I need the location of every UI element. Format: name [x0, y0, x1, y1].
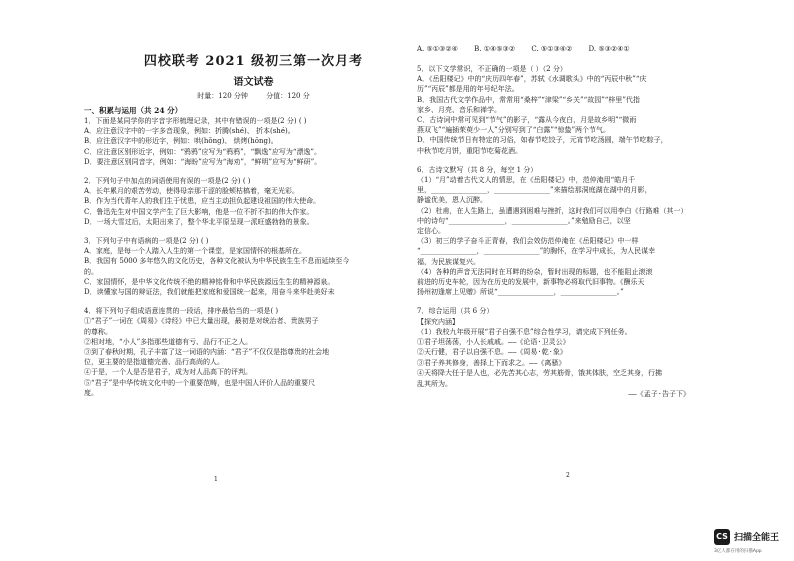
quote-line: ④天将降大任于是人也，必先苦其心志，劳其筋骨，饿其体肤，空乏其身，行拂 — [417, 369, 662, 378]
sentence-line: 位，更主要的是指道德完善、品行高尚的人。 — [84, 358, 224, 367]
scanner-tagline: 3亿人都在用的扫描App — [714, 549, 762, 554]
question-2 — [84, 176, 383, 227]
question-7 — [417, 306, 750, 399]
question-4 — [84, 306, 383, 398]
exam-title: 四校联考 2021 级初三第一次月考 — [143, 54, 364, 69]
question-line: 1．下面是某同学你的字音字形梳理记录，其中有错误的一项是(2 分) ( ) — [84, 117, 307, 125]
question-1 — [84, 116, 383, 167]
exam-time: 时量：120 分钟 — [197, 92, 248, 100]
quote-line: ③君子养其修身，善择上下而求之。——《离骚》 — [417, 358, 566, 367]
question-5 — [417, 64, 750, 156]
option-line: B．作为当代青年人的我们生于忧患，应当主动担负起建设祖国的伟大使命。 — [84, 197, 321, 206]
question-line: 3．下列句子中有语病的一项是(2 分) ( ) — [84, 237, 209, 246]
option-line: D．一场大雪过后，太阳出来了，整个华北平原呈现一派旺盛勃勃的景象。 — [84, 217, 314, 226]
sentence-line: ①“君子”一词在《周易》《诗经》中已大量出现，最初是对统治者、贵族男子 — [84, 317, 319, 326]
fill-line: 福，为民族谋复兴。 — [417, 257, 480, 266]
option-line: 的。 — [84, 267, 98, 276]
fill-line: 里，________________，________________”来描绘那洞庭湖在湖中的月影， — [417, 186, 652, 195]
option-line: D．读懂家与国的辩证法，我们就能把家庭和爱国统一起来，用奋斗来华赴美好未 — [84, 288, 335, 297]
question-line: 4．将下列句子组成语意连贯的一段话，排序最恰当的一项是( ) — [84, 307, 279, 316]
option-b: B. ①④⑤③② — [474, 45, 516, 53]
quote-line: ①君子坦荡荡，小人长戚戚。——《论语·卫灵公》 — [417, 338, 570, 347]
quote-line: 乱其所为。 — [417, 379, 452, 388]
page-right — [397, 0, 794, 561]
option-line: B．我国有 5000 多年悠久的文化历史，各种文化被认为中华民族生生不息而延续至今 — [84, 257, 350, 266]
option-line: 中秋节吃月饼，重阳节吃菊花酒。 — [417, 146, 522, 155]
option-c: C. ⑤①③④② — [531, 45, 573, 53]
option-d: D. ⑤③②④① — [588, 45, 630, 53]
fill-line: 静谧优美，恩人沉醉。 — [417, 196, 487, 205]
sentence-line: ②相对地，“小人”多指那些道德有亏、品行不正之人。 — [84, 337, 253, 346]
page-number-left: 1 — [214, 476, 218, 483]
quote-source: ——《孟子·告子下》 — [628, 390, 690, 399]
question-6 — [417, 165, 750, 298]
option-line: A．应注意汉字中的一字多音现象，例如：折腾(shé)、 折本(shé)。 — [84, 127, 295, 136]
quote-line: ②天行健，君子以自强不息。——《周易·乾·象》 — [417, 348, 567, 357]
sub-heading: 【探究内涵】 — [417, 317, 459, 326]
sentence-line: ⑤“君子”是中华传统文化中的一个重要范畴，也是中国人评价人品的重要尺 — [84, 378, 316, 387]
question-3 — [84, 236, 383, 297]
scanner-logo-icon: CS — [714, 529, 730, 545]
scanner-watermark — [706, 525, 792, 559]
fill-line: “________________，________________”的胸怀，在学习中成长，为人民谋幸 — [417, 247, 656, 256]
option-a: A. ⑤①③②④ — [417, 45, 458, 53]
option-line: A．长年累月的艰苦劳动，使得母亲那干涩的脸颊枯槁着，毫无光彩。 — [84, 187, 300, 196]
option-line: 家乡、月亮、音乐和禅学。 — [417, 105, 501, 114]
section-heading: 一、积累与运用（共 24 分） — [84, 106, 183, 115]
question-line: 2．下列句子中加点的词语使用有误的一项是(2 分) ( ) — [84, 177, 251, 186]
task-line: （1）我校九年级开展“君子自强不息”综合性学习，请完成下列任务。 — [417, 327, 632, 336]
fill-line: （4）各种的声音无法同时在耳畔的纷杂，暂时出现的标题，也不能阻止滚滚 — [417, 267, 653, 276]
question-line: 6．古诗文默写（共 8 分，每空 1 分） — [417, 165, 538, 174]
scanner-app-name: 扫描全能王 — [734, 533, 780, 543]
option-line: A．家庭，是每一个人踏入人生的第一个课堂，是家国情怀的根基所在。 — [84, 247, 307, 256]
fill-line: 定信心。 — [417, 227, 445, 236]
option-line: D．中国传统节日有特定的习俗，如春节吃饺子，元宵节吃汤圆，端午节吃粽子， — [417, 136, 668, 145]
option-line: C．古诗词中常可见到“节气”的影子，“露从今夜白，月是故乡明”“微雨 — [417, 116, 637, 125]
question-line: 7．综合运用（共 6 分） — [417, 307, 494, 316]
option-line: B．我国古代文学作品中，常常用“桑梓”“津梁”“乡关”“故园”“梓里”代指 — [417, 95, 640, 104]
option-line: A．《岳阳楼记》中的“庆历四年春”，苏轼《水调歌头》中的“丙辰中秋”“庆 — [417, 75, 647, 84]
fill-line: （1）“月”动着古代文人的情思，在《岳阳楼记》中，范仲淹用“皓月千 — [417, 176, 636, 185]
sentence-line: ③到了春秋时期，孔子丰富了这一词语的内涵：“君子”不仅仅是指尊贵的社会地 — [84, 348, 330, 357]
q4-options — [417, 44, 750, 55]
sentence-line: ④于是，一个人是否是君子，成为对人品高下的评判。 — [84, 368, 252, 377]
sentence-line: 的尊称。 — [84, 327, 112, 336]
option-line: C．鲁迅先生对中国文学产生了巨大影响，他是一位不折不扣的伟大作家。 — [84, 207, 314, 216]
fill-line: 扬州初逢席上见赠》所说“________________，________________。” — [417, 288, 624, 297]
exam-subtitle: 语文试卷 — [233, 77, 274, 88]
option-line: C．家国情怀，是中华文化传统不绝的精神铭骨和中华民族源远生生的精神源泉。 — [84, 277, 335, 286]
option-line: C．应注意区别形近字，例如：“鸦鸦”应写为“鸦鸦”，“飘逸”应写为“漂逸”。 — [84, 147, 321, 156]
question-line: 5．以下文学常识，不正确的一项是（ ）（2 分） — [417, 65, 567, 73]
fill-line: 中的诗句“________________，________________。”来勉励自己，以坚 — [417, 216, 631, 225]
sentence-line: 度。 — [84, 388, 98, 397]
exam-meta — [124, 91, 383, 101]
fill-line: （3）初三的学子奋斗正青春，我们会效仿范仲淹在《岳阳楼记》中一样 — [417, 237, 639, 246]
exam-score: 分值：120 分 — [266, 92, 310, 100]
page-number-right: 2 — [566, 472, 570, 479]
fill-line: （2）杜甫，在人生路上，虽遭遇到困难与挫折，这时我们可以用李白《行路难（其一） — [417, 206, 688, 215]
option-line: 历”“丙辰”都是用的年号纪年法。 — [417, 85, 519, 94]
option-line: B．应注意汉字中的形近字，例如：哄(hǒng)、 烘烤(hōng)。 — [84, 137, 278, 146]
option-line: 燕双飞”“遍插茱萸少一人”分别写到了“白露”“惊蛰”两个节气。 — [417, 126, 611, 135]
fill-line: 前进的历史车轮，因为在历史的发展中，新事物必将取代旧事物。《酬乐天 — [417, 278, 645, 287]
option-line: D．要注意区别同音字，例如：“海盼”应写为“海劝”，“鲜明”应写为“鲜研”。 — [84, 157, 322, 166]
